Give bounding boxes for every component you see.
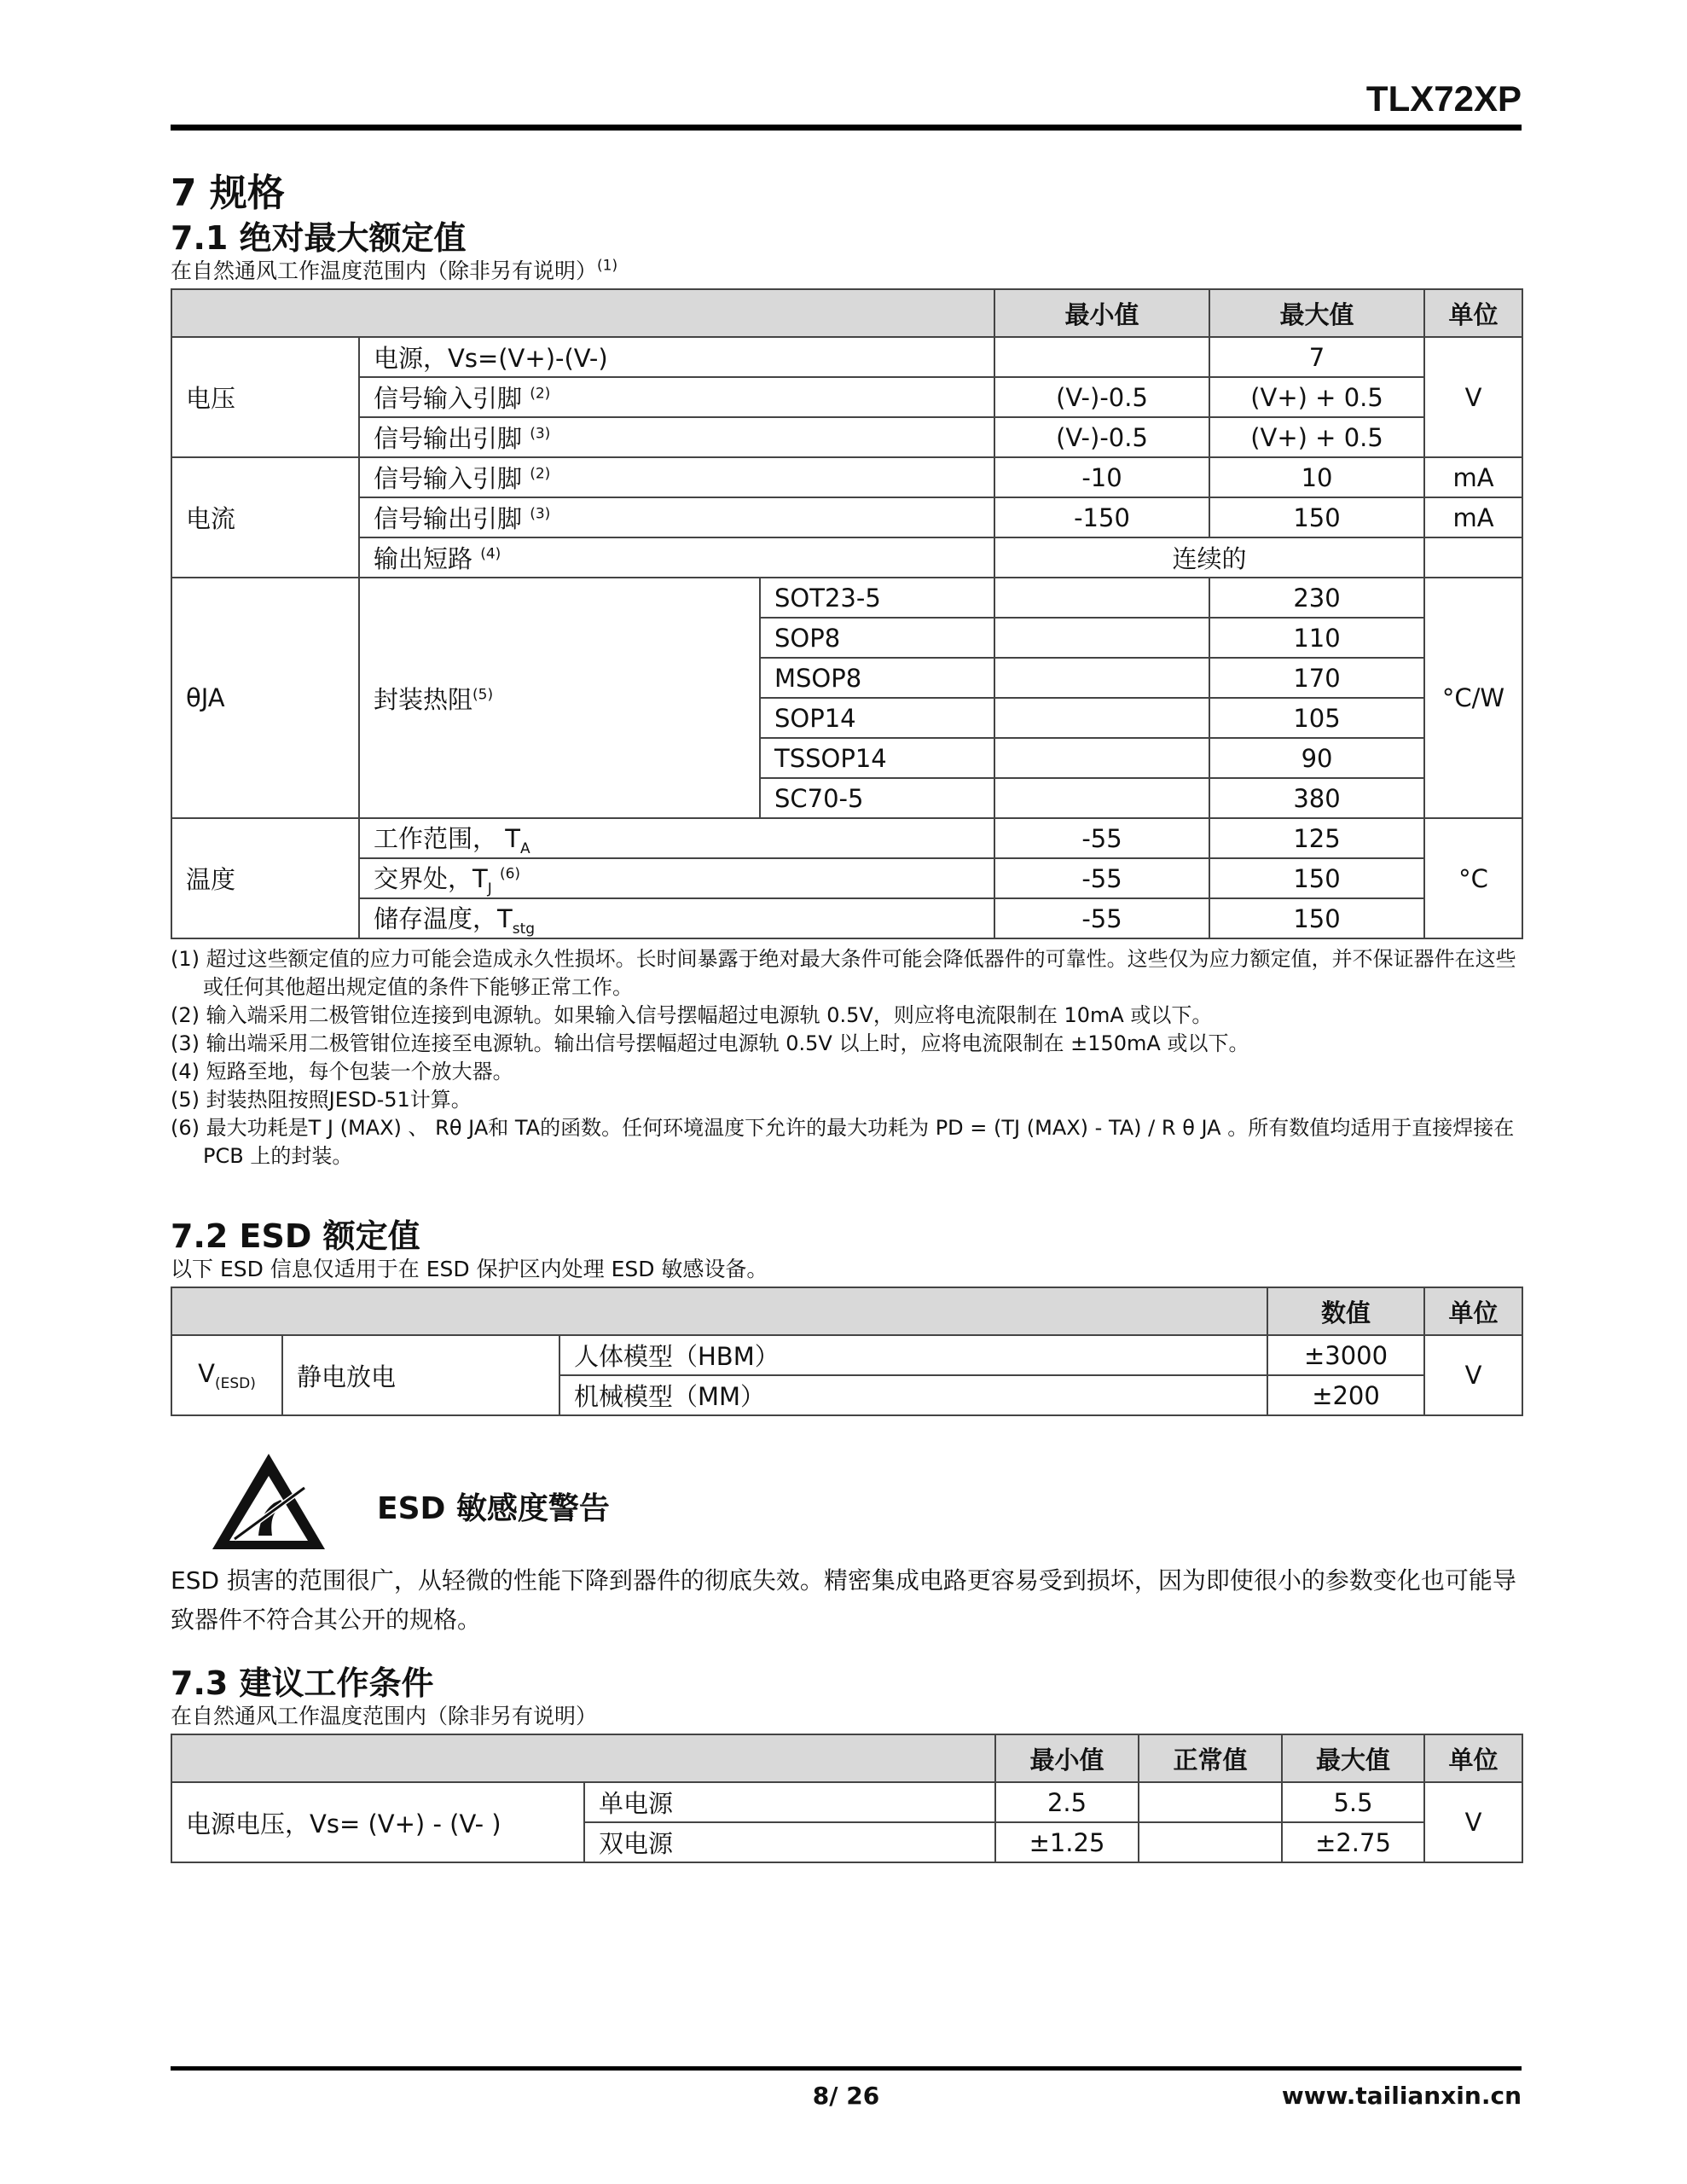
table-row xyxy=(171,497,1522,537)
min-cell: -10 xyxy=(994,457,1209,497)
table-row xyxy=(171,417,1522,457)
footnotes xyxy=(171,945,1522,1170)
unit-cell: °C xyxy=(1424,818,1522,938)
max-cell: 150 xyxy=(1209,898,1424,938)
unit-cell: V xyxy=(1424,337,1522,457)
max-cell: 380 xyxy=(1209,778,1424,818)
max-cell: (V+) + 0.5 xyxy=(1209,377,1424,417)
unit-cell: °C/W xyxy=(1424,578,1522,818)
max-cell: 90 xyxy=(1209,738,1424,778)
min-cell xyxy=(994,738,1209,778)
package-cell: SOP14 xyxy=(760,698,994,738)
typ-cell xyxy=(1139,1782,1282,1822)
footnote-2: (2) 输入端采用二极管钳位连接到电源轨。如果输入信号摆幅超过电源轨 0.5V，则应将电流限制在 10mA 或以下。 xyxy=(171,1003,1213,1027)
value-cell: ±3000 xyxy=(1267,1335,1424,1375)
package-cell: TSSOP14 xyxy=(760,738,994,778)
footnote-1: (1) 超过这些额定值的应力可能会造成永久性损坏。长时间暴露于绝对最大条件可能会降低器件的可靠性。这些仅为应力额定值，并不保证器件在这些或任何其他超出规定值的条件下能够正常工作。 xyxy=(171,947,1516,999)
footnote-3: (3) 输出端采用二极管钳位连接至电源轨。输出信号摆幅超过电源轨 0.5V 以上时，应将电流限制在 ±150mA 或以下。 xyxy=(171,1031,1249,1055)
esd-warning-title: ESD 敏感度警告 xyxy=(377,1491,610,1526)
package-cell: SOT23-5 xyxy=(760,578,994,618)
symbol-cell: $V_{(ESD)}$ xyxy=(171,1335,282,1415)
header-unit: 单位 xyxy=(1424,289,1522,337)
min-cell xyxy=(994,698,1209,738)
header-max: 最大值 xyxy=(1282,1734,1424,1782)
param-cell: 工作范围， $T_A$ xyxy=(359,818,994,858)
s71-title: 7.1 绝对最大额定值 xyxy=(171,219,467,257)
min-cell: -150 xyxy=(994,497,1209,537)
max-cell: 110 xyxy=(1209,618,1424,658)
table-row xyxy=(171,1335,1522,1375)
param-cell: 电源电压，Vs= (V+) - (V- ) xyxy=(171,1782,584,1862)
table-header-row xyxy=(171,1734,1522,1782)
max-cell: 5.5 xyxy=(1282,1782,1424,1822)
esd-warning-text: ESD 损害的范围很广，从轻微的性能下降到器件的彻底失效。精密集成电路更容易受到损坏，因为即使很小的参数变化也可能导致器件不符合其公开的规格。 xyxy=(171,1566,1516,1634)
esd-ratings-table xyxy=(171,1287,1523,1416)
header-unit: 单位 xyxy=(1424,1734,1522,1782)
max-cell: ±2.75 xyxy=(1282,1822,1424,1862)
package-cell: SC70-5 xyxy=(760,778,994,818)
group-label: 电流 xyxy=(171,457,359,578)
min-cell xyxy=(994,658,1209,698)
unit-cell: V xyxy=(1424,1782,1522,1862)
param-cell: 交界处，$T_J$ $^{(6)}$ xyxy=(359,858,994,898)
header-blank xyxy=(171,289,994,337)
min-cell xyxy=(994,578,1209,618)
s71-note: 在自然通风工作温度范围内（除非另有说明）$^{(1)}$ xyxy=(171,257,618,283)
header-blank xyxy=(171,1734,995,1782)
typ-cell xyxy=(1139,1822,1282,1862)
page-number: 8/ 26 xyxy=(812,2082,880,2110)
min-cell: -55 xyxy=(994,898,1209,938)
unit-cell: mA xyxy=(1424,457,1522,497)
s72-title: 7.2 ESD 额定值 xyxy=(171,1217,420,1255)
footer-rule xyxy=(171,2066,1522,2071)
section-title: 7 规格 xyxy=(171,171,285,215)
param-cell: 信号输出引脚 $^{(3)}$ xyxy=(359,497,994,537)
table-row xyxy=(171,898,1522,938)
min-cell: ±1.25 xyxy=(995,1822,1139,1862)
s73-note: 在自然通风工作温度范围内（除非另有说明） xyxy=(171,1704,598,1728)
mode-cell: 双电源 xyxy=(584,1822,995,1862)
absolute-max-ratings-table xyxy=(171,288,1523,939)
table-header-row xyxy=(171,1287,1522,1335)
table-row xyxy=(171,1782,1522,1822)
max-cell: 170 xyxy=(1209,658,1424,698)
header-min: 最小值 xyxy=(995,1734,1139,1782)
min-cell xyxy=(994,778,1209,818)
min-cell: -55 xyxy=(994,818,1209,858)
header-unit: 单位 xyxy=(1424,1287,1522,1335)
table-row xyxy=(171,337,1522,377)
param-cell: 信号输出引脚 $^{(3)}$ xyxy=(359,417,994,457)
value-cell: ±200 xyxy=(1267,1375,1424,1415)
unit-cell: mA xyxy=(1424,497,1522,537)
footnote-6: (6) 最大功耗是T J (MAX) 、 Rθ JA和 TA的函数。任何环境温度下允许的最大功耗为 PD = (TJ (MAX) - TA) / R θ JA 。所有数值均适用于直接焊接在 PCB 上的封装。 xyxy=(171,1116,1515,1168)
max-cell: (V+) + 0.5 xyxy=(1209,417,1424,457)
param-cell: 信号输入引脚 $^{(2)}$ xyxy=(359,377,994,417)
param-cell: 储存温度，$T_{stg}$ xyxy=(359,898,994,938)
header-rule xyxy=(171,125,1522,131)
min-cell xyxy=(994,337,1209,377)
group-label: 温度 xyxy=(171,818,359,938)
recommended-operating-table xyxy=(171,1734,1523,1863)
max-cell: 10 xyxy=(1209,457,1424,497)
unit-cell xyxy=(1424,537,1522,578)
unit-cell: V xyxy=(1424,1335,1522,1415)
table-row xyxy=(171,858,1522,898)
min-cell: 2.5 xyxy=(995,1782,1139,1822)
footer-website-link[interactable]: www.tailianxin.cn xyxy=(1281,2082,1522,2110)
footnote-4: (4) 短路至地，每个包装一个放大器。 xyxy=(171,1060,513,1083)
group-label: θJA xyxy=(171,578,359,818)
max-cell: 150 xyxy=(1209,858,1424,898)
param-cell: 信号输入引脚 $^{(2)}$ xyxy=(359,457,994,497)
min-cell: -55 xyxy=(994,858,1209,898)
group-label: 电压 xyxy=(171,337,359,457)
header-max: 最大值 xyxy=(1209,289,1424,337)
min-cell: (V-)-0.5 xyxy=(994,417,1209,457)
package-cell: SOP8 xyxy=(760,618,994,658)
mode-cell: 单电源 xyxy=(584,1782,995,1822)
header-min: 最小值 xyxy=(994,289,1209,337)
table-header-row xyxy=(171,289,1522,337)
model-cell: 机械模型（MM） xyxy=(559,1375,1267,1415)
max-cell: 125 xyxy=(1209,818,1424,858)
footnote-5: (5) 封装热阻按照JESD-51计算。 xyxy=(171,1088,472,1112)
header-value: 数值 xyxy=(1267,1287,1424,1335)
package-cell: MSOP8 xyxy=(760,658,994,698)
table-row xyxy=(171,537,1522,578)
s72-note: 以下 ESD 信息仅适用于在 ESD 保护区内处理 ESD 敏感设备。 xyxy=(171,1257,768,1281)
value-cell: 连续的 xyxy=(994,537,1424,578)
document-code: TLX72XP xyxy=(1365,78,1522,119)
table-row xyxy=(171,457,1522,497)
table-row xyxy=(171,377,1522,417)
model-cell: 人体模型（HBM） xyxy=(559,1335,1267,1375)
max-cell: 105 xyxy=(1209,698,1424,738)
param-cell: 静电放电 xyxy=(282,1335,559,1415)
min-cell xyxy=(994,618,1209,658)
param-cell: 输出短路 $^{(4)}$ xyxy=(359,537,994,578)
header-blank xyxy=(171,1287,1267,1335)
max-cell: 7 xyxy=(1209,337,1424,377)
table-row xyxy=(171,578,1522,618)
esd-warning-icon xyxy=(209,1450,328,1553)
param-cell: 封装热阻$^{(5)}$ xyxy=(359,578,760,818)
min-cell: (V-)-0.5 xyxy=(994,377,1209,417)
header-typ: 正常值 xyxy=(1139,1734,1282,1782)
s73-title: 7.3 建议工作条件 xyxy=(171,1664,434,1702)
max-cell: 230 xyxy=(1209,578,1424,618)
param-cell: 电源，Vs=(V+)-(V-) xyxy=(359,337,994,377)
max-cell: 150 xyxy=(1209,497,1424,537)
table-row xyxy=(171,818,1522,858)
